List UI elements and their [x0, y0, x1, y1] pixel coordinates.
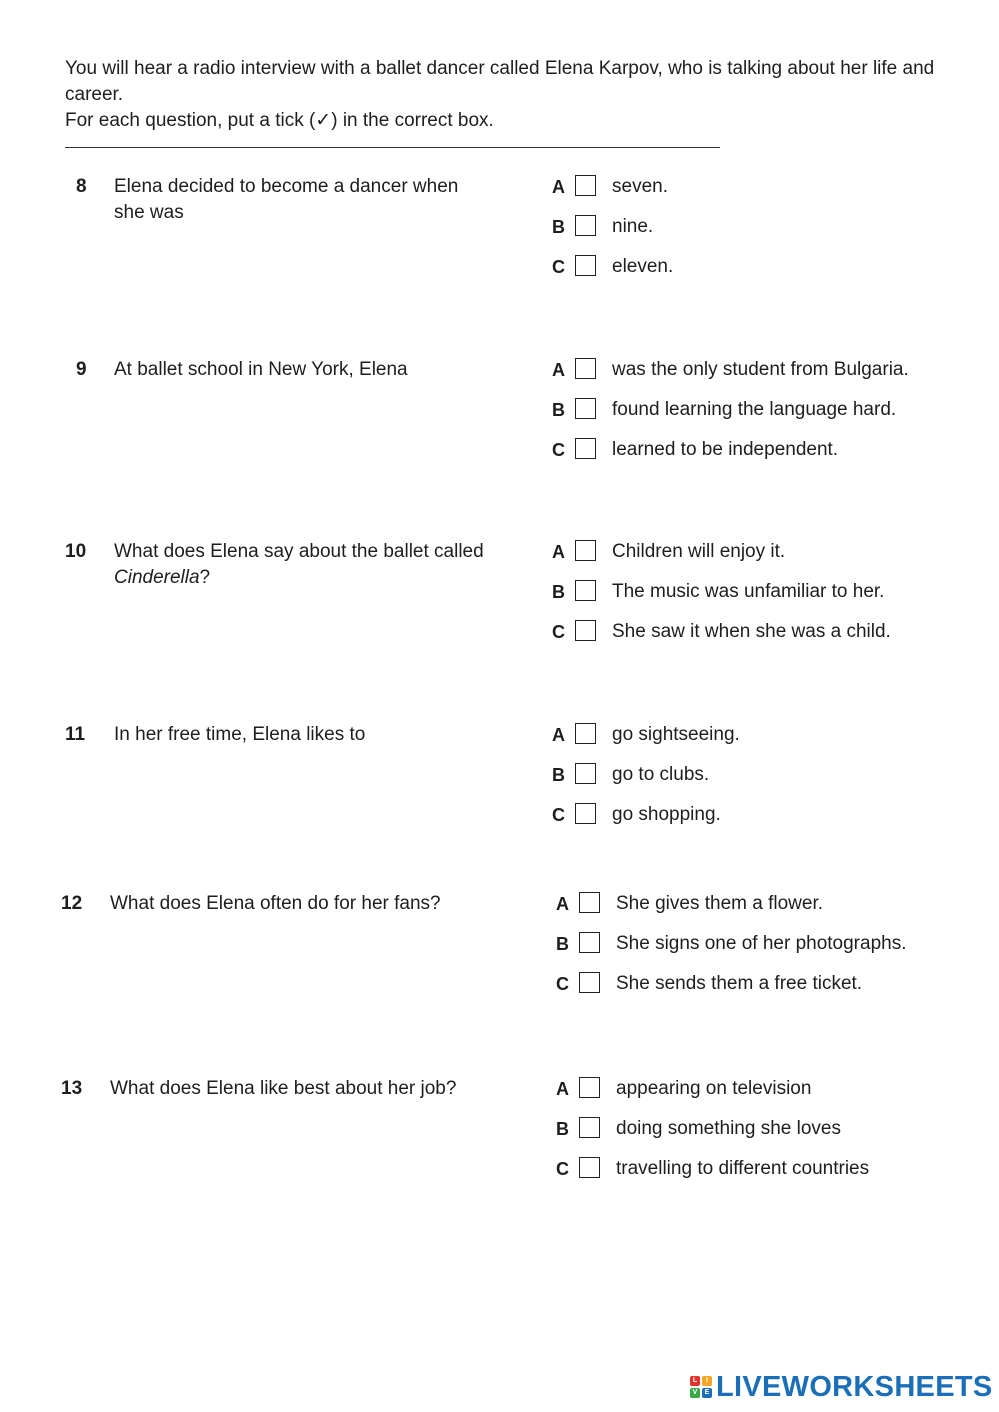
- option-letter: C: [552, 440, 565, 460]
- option-letter: B: [552, 765, 565, 785]
- option-letter: C: [556, 1159, 569, 1179]
- option-text: nine.: [612, 216, 654, 237]
- question-number: 13: [61, 1078, 83, 1099]
- option-letter: C: [552, 805, 565, 825]
- answer-checkbox[interactable]: [579, 1157, 600, 1178]
- question-stem: Elena decided to become a dancer when she was: [114, 176, 459, 223]
- question-8: [0, 174, 999, 304]
- answer-checkbox[interactable]: [579, 1077, 600, 1098]
- logo-text: LIVEWORKSHEETS: [716, 1371, 993, 1403]
- option-text: go sightseeing.: [612, 724, 740, 745]
- option-letter: B: [556, 934, 569, 954]
- answer-checkbox[interactable]: [575, 255, 596, 276]
- question-number: 11: [65, 724, 86, 745]
- option-letter: A: [552, 725, 565, 745]
- instructions-line-1: You will hear a radio interview with a ballet dancer called Elena Karpov, who is talking about her life and career.: [65, 58, 935, 105]
- option-text: doing something she loves: [616, 1118, 841, 1139]
- answer-checkbox[interactable]: [575, 580, 596, 601]
- answer-checkbox[interactable]: [579, 892, 600, 913]
- option-letter: A: [552, 177, 565, 197]
- option-letter: B: [552, 217, 565, 237]
- option-letter: C: [552, 622, 565, 642]
- logo-mark-l: L: [690, 1376, 700, 1386]
- answer-checkbox[interactable]: [575, 803, 596, 824]
- option-text: go shopping.: [612, 804, 721, 825]
- question-number: 8: [76, 176, 87, 197]
- option-letter: C: [556, 974, 569, 994]
- instructions-line-2: For each question, put a tick (✓) in the correct box.: [65, 110, 494, 131]
- answer-checkbox[interactable]: [575, 723, 596, 744]
- option-text: learned to be independent.: [612, 439, 839, 460]
- option-letter: A: [556, 894, 569, 914]
- instructions: [65, 56, 945, 134]
- question-stem: At ballet school in New York, Elena: [114, 359, 408, 380]
- option-text: appearing on television: [616, 1078, 812, 1099]
- option-letter: A: [552, 542, 565, 562]
- logo-mark-icon: [690, 1376, 712, 1398]
- option-text: travelling to different countries: [616, 1158, 870, 1179]
- answer-checkbox[interactable]: [579, 932, 600, 953]
- option-letter: B: [552, 400, 565, 420]
- question-number: 9: [76, 359, 87, 380]
- option-text: Children will enjoy it.: [612, 541, 786, 562]
- question-number: 12: [61, 893, 83, 914]
- option-text: was the only student from Bulgaria.: [612, 359, 909, 380]
- question-stem-end: ?: [199, 567, 211, 588]
- option-text: The music was unfamiliar to her.: [612, 581, 885, 602]
- option-letter: B: [552, 582, 565, 602]
- option-letter: A: [552, 360, 565, 380]
- liveworksheets-logo: [690, 1372, 993, 1402]
- option-text: She saw it when she was a child.: [612, 621, 891, 642]
- option-text: eleven.: [612, 256, 674, 277]
- logo-mark-i: I: [702, 1376, 712, 1386]
- answer-checkbox[interactable]: [575, 438, 596, 459]
- answer-checkbox[interactable]: [575, 398, 596, 419]
- ballet-title: Cinderella: [114, 567, 200, 588]
- option-text: She gives them a flower.: [616, 893, 823, 914]
- option-text: seven.: [612, 176, 668, 197]
- answer-checkbox[interactable]: [575, 540, 596, 561]
- question-11: [0, 722, 999, 852]
- answer-checkbox[interactable]: [575, 175, 596, 196]
- question-10: [0, 539, 999, 669]
- question-stem: What does Elena often do for her fans?: [110, 893, 441, 914]
- option-letter: C: [552, 257, 565, 277]
- question-13: [0, 1076, 999, 1206]
- question-stem: In her free time, Elena likes to: [114, 724, 366, 745]
- question-12: [0, 891, 999, 1021]
- option-letter: B: [556, 1119, 569, 1139]
- option-letter: A: [556, 1079, 569, 1099]
- answer-checkbox[interactable]: [575, 620, 596, 641]
- option-text: She sends them a free ticket.: [616, 973, 863, 994]
- option-text: found learning the language hard.: [612, 399, 897, 420]
- option-text: go to clubs.: [612, 764, 710, 785]
- question-stem: What does Elena like best about her job?: [110, 1078, 457, 1099]
- logo-mark-e: E: [702, 1388, 712, 1398]
- answer-checkbox[interactable]: [575, 215, 596, 236]
- logo-mark-v: V: [690, 1388, 700, 1398]
- option-text: She signs one of her photographs.: [616, 933, 907, 954]
- question-number: 10: [65, 541, 87, 562]
- answer-checkbox[interactable]: [575, 763, 596, 784]
- question-9: [0, 357, 999, 487]
- answer-checkbox[interactable]: [579, 972, 600, 993]
- divider: [65, 147, 720, 148]
- answer-checkbox[interactable]: [575, 358, 596, 379]
- answer-checkbox[interactable]: [579, 1117, 600, 1138]
- question-stem: [114, 539, 494, 591]
- question-stem-text: What does Elena say about the ballet called: [114, 541, 484, 562]
